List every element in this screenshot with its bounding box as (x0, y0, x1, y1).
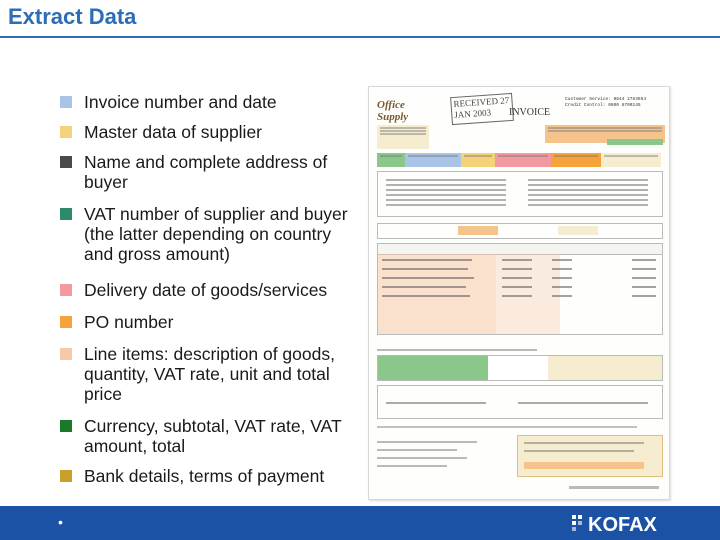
bullet-item (60, 280, 360, 300)
invoice-image (368, 86, 670, 500)
bullet-item (60, 344, 360, 404)
bullet-text: Master data of supplier (84, 122, 263, 142)
invoice-heading: INVOICE (509, 107, 551, 118)
line-items-table (377, 243, 663, 335)
slide-title: Extract Data (8, 4, 137, 29)
bullet-list (60, 92, 360, 486)
bank-row (377, 223, 663, 239)
title-divider (0, 36, 720, 38)
bullet-marker-icon (60, 348, 72, 360)
invoice-number-date-cell (405, 153, 461, 167)
bullet-item (60, 204, 360, 264)
bullet-text: Name and complete address of buyer (84, 152, 328, 192)
bullet-marker-icon (60, 208, 72, 220)
bullet-item (60, 122, 360, 142)
bullet-text: Bank details, terms of payment (84, 466, 325, 486)
kofax-logo (572, 510, 712, 536)
date-dispatched-cell (461, 153, 495, 167)
bullet-marker-icon (60, 284, 72, 296)
footer-bar (0, 506, 720, 540)
bullet-text: Line items: description of goods, quantity, VAT rate, unit and total price (84, 344, 335, 404)
footer-bullet: • (58, 514, 63, 530)
supplier-address-highlight (377, 125, 429, 149)
bullet-marker-icon (60, 420, 72, 432)
bullet-marker-icon (60, 126, 72, 138)
bullet-item (60, 466, 360, 486)
bullet-text: Currency, subtotal, VAT rate, VAT amount, total (84, 416, 342, 456)
customer-service-info (565, 97, 665, 109)
logo-text: KOFAX (588, 514, 657, 536)
bullet-item (60, 416, 360, 456)
po-number-cell (551, 153, 601, 167)
document-code (569, 486, 659, 489)
bacs-payment-box (517, 435, 663, 477)
bullet-marker-icon (60, 156, 72, 168)
service-line: Customer Service: 0844 2763654 (565, 97, 647, 102)
bullet-item (60, 152, 360, 192)
bullet-marker-icon (60, 470, 72, 482)
invoice-logo: Office Supply (377, 99, 409, 123)
payment-note (377, 423, 661, 431)
credit-control-line: Credit Control: 0800 8700145 (565, 103, 641, 108)
bullet-text: PO number (84, 312, 174, 332)
bullet-item (60, 92, 360, 112)
terms-line (377, 345, 661, 355)
bullet-text: Invoice number and date (84, 92, 277, 112)
remittance-row (377, 385, 663, 419)
vat-reg-cell (601, 153, 661, 167)
received-stamp: RECEIVED 27 JAN 2003 (450, 93, 514, 125)
bullet-text: VAT number of supplier and buyer (the latter depending on country and gross amount) (84, 204, 348, 264)
totals-box (377, 355, 663, 381)
buyer-address-block (377, 171, 663, 217)
bullet-text: Delivery date of goods/services (84, 280, 328, 300)
bullet-item (60, 312, 360, 332)
vat-number-highlight (607, 139, 663, 145)
delivery-date-cell (495, 153, 551, 167)
bullet-marker-icon (60, 96, 72, 108)
bullet-marker-icon (60, 316, 72, 328)
customer-account-cell (377, 153, 405, 167)
payment-terms-highlight (524, 462, 644, 469)
bank-details-block (377, 437, 497, 477)
